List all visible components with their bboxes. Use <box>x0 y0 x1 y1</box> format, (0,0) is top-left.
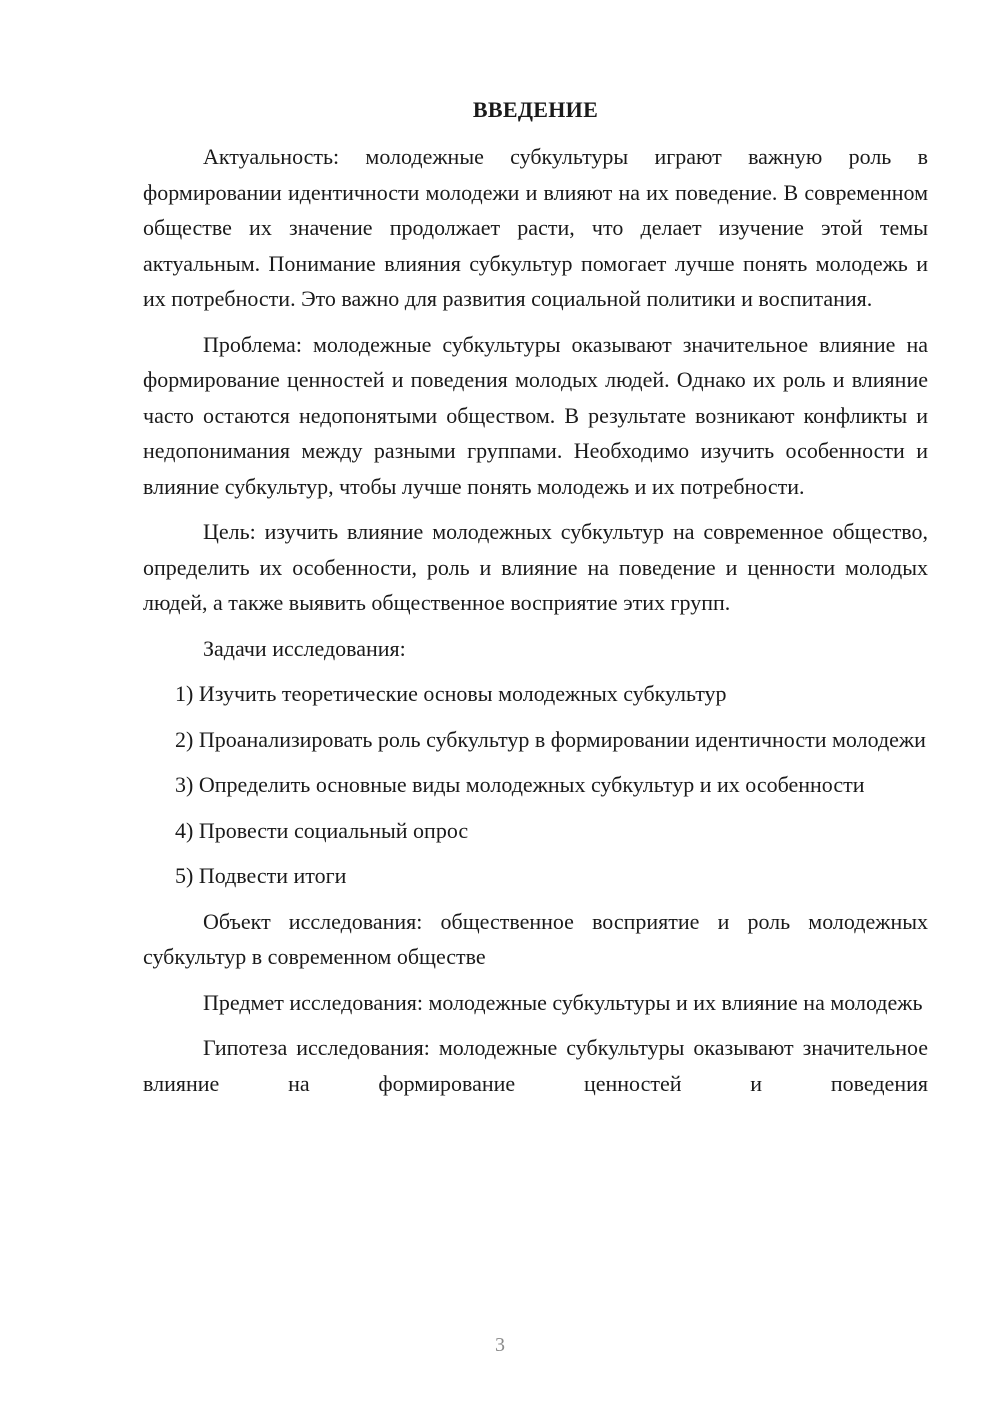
paragraph-goal: Цель: изучить влияние молодежных субкультур на современное общество, определить их особенности, роль и влияние на поведение и ценности молодых людей, а также выявить общественное восприятие этих групп. <box>143 519 928 615</box>
page-number: 3 <box>495 1334 505 1356</box>
paragraph-subject: Предмет исследования: молодежные субкультуры и их влияние на молодежь <box>203 989 923 1015</box>
task-item-5: 5) Подвести итоги <box>175 863 347 888</box>
page-content <box>143 92 928 1101</box>
tasks-title: Задачи исследования: <box>203 635 406 661</box>
paragraph-relevance: Актуальность: молодежные субкультуры играют важную роль в формировании идентичности молодежи и влияют на их поведение. В современном обществе их значение продолжает расти, что делает изучение этой темы актуальным. Понимание влияния субкультур помогает лучше понять молодежь и их потребности. Это важно для развития социальной политики и воспитания. <box>143 144 928 311</box>
paragraph-object: Объект исследования: общественное восприятие и роль молодежных субкультур в современном обществе <box>143 908 928 969</box>
paragraph-hypothesis: Гипотеза исследования: молодежные субкультуры оказывают значительное влияние на формирование ценностей и поведения <box>143 1035 928 1096</box>
task-item-4: 4) Провести социальный опрос <box>175 817 469 843</box>
task-item-2: 2) Проанализировать роль субкультур в формировании идентичности молодежи <box>175 726 926 752</box>
page-heading: ВВЕДЕНИЕ <box>472 97 599 122</box>
task-item-1: 1) Изучить теоретические основы молодежных субкультур <box>175 681 727 706</box>
task-item-3: 3) Определить основные виды молодежных субкультур и их особенности <box>175 772 865 797</box>
paragraph-problem: Проблема: молодежные субкультуры оказывают значительное влияние на формирование ценностей и поведения молодых людей. Однако их роль и влияние часто остаются недопонятыми обществом. В результате возникают конфликты и недопонимания между разными группами. Необходимо изучить особенности и влияние субкультур, чтобы лучше понять молодежь и их потребности. <box>143 331 928 499</box>
